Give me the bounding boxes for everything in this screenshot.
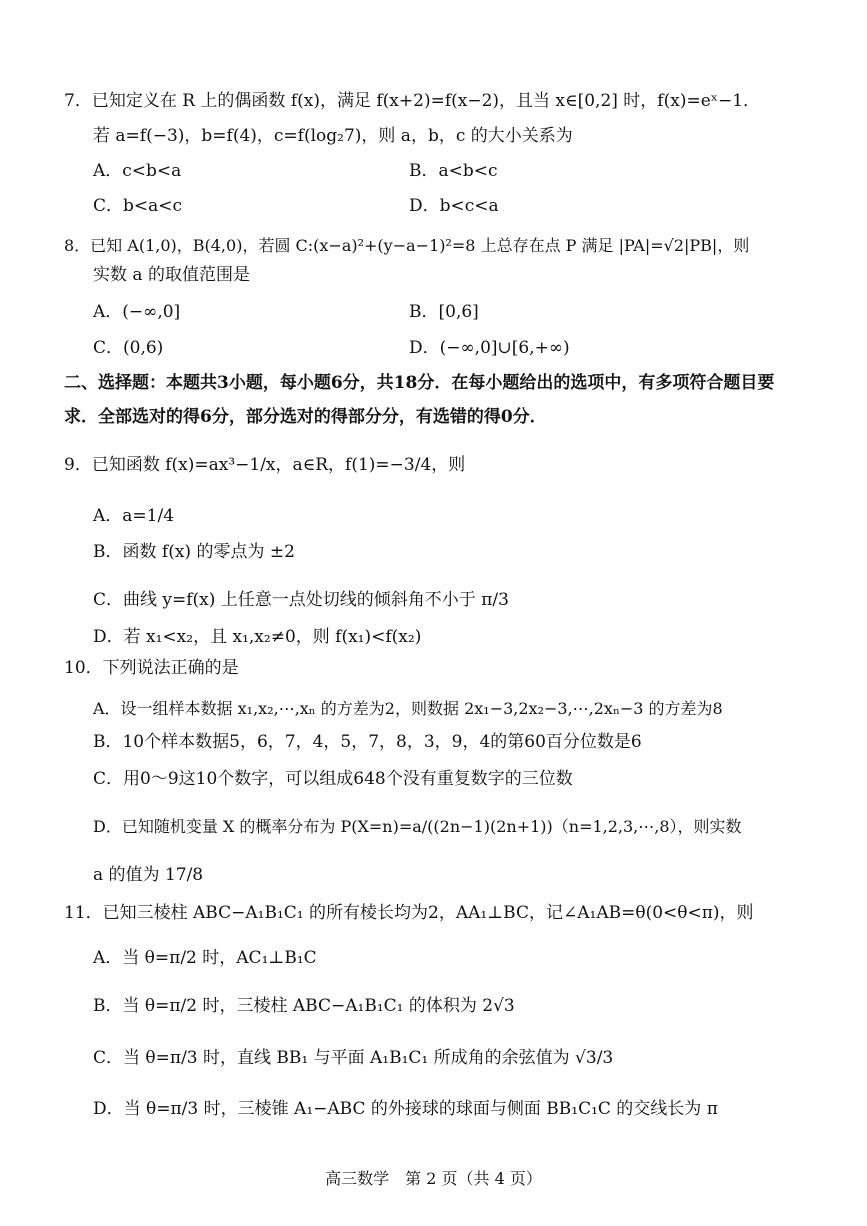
line: B．当 θ=π/2 时，三棱柱 ABC−A₁B₁C₁ 的体积为 2√3 <box>93 996 515 1016</box>
page-footer: 高三数学 第 2 页（共 4 页） <box>325 1169 542 1188</box>
line: 若 a=f(−3)，b=f(4)，c=f(log₂7)，则 a，b，c 的大小关系为 <box>93 126 573 146</box>
line: 求．全部选对的得6分，部分选对的得部分分，有选错的得0分． <box>64 407 547 427</box>
line: A．(−∞,0] <box>93 302 181 322</box>
line: D．(−∞,0]∪[6,+∞) <box>409 338 570 358</box>
line: B．a<b<c <box>409 161 498 181</box>
line: A．c<b<a <box>93 161 182 181</box>
line: 7．已知定义在 R 上的偶函数 f(x)，满足 f(x+2)=f(x−2)，且当 x∈[0,2] 时，f(x)=eˣ−1． <box>64 91 761 111</box>
line: D．若 x₁<x₂，且 x₁,x₂≠0，则 f(x₁)<f(x₂) <box>93 627 422 647</box>
line: 10．下列说法正确的是 <box>64 658 239 678</box>
line: D．当 θ=π/3 时，三棱锥 A₁−ABC 的外接球的球面与侧面 BB₁C₁C 的交线长为 π <box>93 1099 718 1119</box>
line: A．a=1/4 <box>93 506 175 526</box>
line: B．[0,6] <box>409 302 479 322</box>
line: D．b<c<a <box>409 196 499 216</box>
line: C．用0～9这10个数字，可以组成648个没有重复数字的三位数 <box>93 769 573 789</box>
line: 实数 a 的取值范围是 <box>93 265 250 285</box>
line: 8．已知 A(1,0)，B(4,0)，若圆 C:(x−a)²+(y−a−1)²=8 上总存在点 P 满足 |PA|=√2|PB|，则 <box>64 236 750 255</box>
line: D．已知随机变量 X 的概率分布为 P(X=n)=a/((2n−1)(2n+1))（n=1,2,3,⋯,8），则实数 <box>93 817 742 836</box>
line: A．设一组样本数据 x₁,x₂,⋯,xₙ 的方差为2，则数据 2x₁−3,2x₂−3,⋯,2xₙ−3 的方差为8 <box>93 699 723 718</box>
line: B．10个样本数据5，6，7，4，5，7，8，3，9，4的第60百分位数是6 <box>93 732 642 752</box>
line: C．(0,6) <box>93 338 164 358</box>
line: 二、选择题：本题共3小题，每小题6分，共18分．在每小题给出的选项中，有多项符合题目要 <box>64 373 775 393</box>
line: B．函数 f(x) 的零点为 ±2 <box>93 542 295 562</box>
line: a 的值为 17/8 <box>93 865 204 885</box>
line: 9．已知函数 f(x)=ax³−1/x，a∈R，f(1)=−3/4，则 <box>64 455 466 475</box>
line: C．曲线 y=f(x) 上任意一点处切线的倾斜角不小于 π/3 <box>93 590 509 610</box>
line: C．当 θ=π/3 时，直线 BB₁ 与平面 A₁B₁C₁ 所成角的余弦值为 √3/3 <box>93 1048 614 1068</box>
line: A．当 θ=π/2 时，AC₁⊥B₁C <box>93 948 317 968</box>
line: 11．已知三棱柱 ABC−A₁B₁C₁ 的所有棱长均为2，AA₁⊥BC，记∠A₁AB=θ(0<θ<π)，则 <box>64 903 754 923</box>
line: C．b<a<c <box>93 196 183 216</box>
